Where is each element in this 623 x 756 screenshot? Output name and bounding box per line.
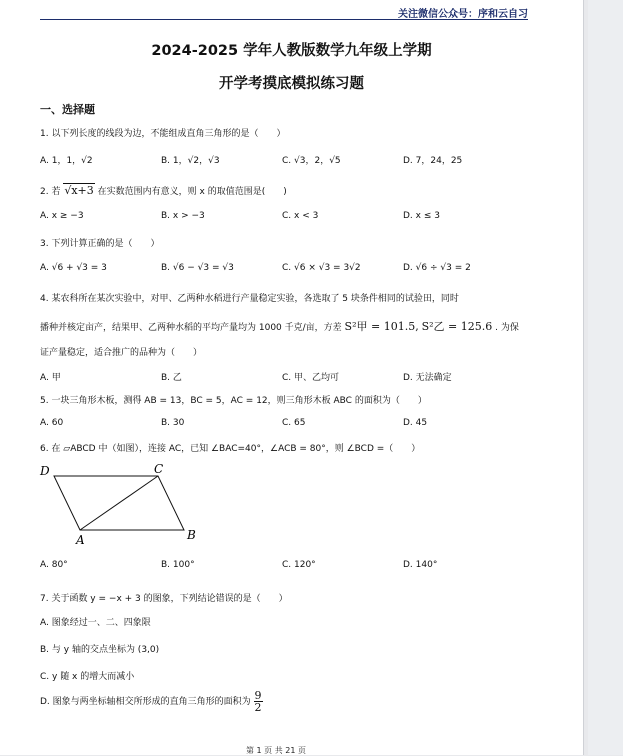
question-7-stem: 7. 关于函数 y = −x + 3 的图象，下列结论错误的是（ ）: [40, 594, 288, 604]
question-3-option-b: B. √6 − √3 = √3: [161, 263, 234, 273]
question-6-option-d: D. 140°: [403, 560, 438, 570]
question-2-option-c: C. x < 3: [282, 211, 319, 221]
parallelogram-figure: [36, 460, 206, 550]
question-1-option-d: D. 7，24，25: [403, 156, 463, 166]
question-4-stem-line-1: 4. 某农科所在某次实验中，对甲、乙两种水稻进行产量稳定实验，各选取了 5 块条件相同的试验田，同时: [40, 294, 459, 304]
question-4-option-a: A. 甲: [40, 373, 61, 383]
question-1-stem: 1. 以下列长度的线段为边，不能组成直角三角形的是（ ）: [40, 129, 286, 139]
question-4-variance-yi: S²乙 = 125.6: [421, 320, 493, 333]
question-4-option-c: C. 甲、乙均可: [282, 373, 340, 383]
question-2-stem: [40, 184, 287, 197]
question-5-option-a: A. 60: [40, 418, 64, 428]
question-4-stem-line-3: 证产量稳定，适合推广的品种为（ ）: [40, 348, 203, 358]
page-footer: 第 1 页 共 21 页: [246, 746, 306, 755]
question-2-option-b: B. x > −3: [161, 211, 205, 221]
fraction-denominator: 2: [254, 701, 262, 714]
question-4-option-b: B. 乙: [161, 373, 182, 383]
question-7-option-d: [40, 690, 263, 713]
scrollbar-track[interactable]: [588, 0, 623, 755]
question-4-option-d: D. 无法确定: [403, 373, 452, 383]
question-3-option-c: C. √6 × √3 = 3√2: [282, 263, 361, 273]
question-7-option-a: A. 图象经过一、二、四象限: [40, 618, 151, 628]
fraction-nine-halves: [254, 690, 263, 713]
section-heading: 一、选择题: [40, 103, 95, 116]
header-note: 关注微信公众号：序和云自习: [398, 9, 528, 20]
question-1-option-a: A. 1，1，√2: [40, 156, 93, 166]
question-1-option-b: B. 1，√2，√3: [161, 156, 220, 166]
question-5-option-c: C. 65: [282, 418, 306, 428]
label-c: C: [154, 462, 164, 476]
question-7-option-d-text: D. 图象与两坐标轴相交所形成的直角三角形的面积为: [40, 697, 251, 707]
question-6-stem: 6. 在 ▱ABCD 中（如图），连接 AC，已知 ∠BAC=40°，∠ACB = 80°，则 ∠BCD =（ ）: [40, 444, 421, 454]
question-3-stem: 3. 下列计算正确的是（ ）: [40, 239, 160, 249]
question-2-stem-post: 在实数范围内有意义，则 x 的取值范围是( ): [97, 187, 287, 197]
question-3-option-a: A. √6 + √3 = 3: [40, 263, 107, 273]
question-4-line-2-pre: 播种并核定亩产，结果甲、乙两种水稻的平均产量均为 1000 千克/亩，方差: [40, 323, 342, 333]
question-6-option-a: A. 80°: [40, 560, 68, 570]
question-6-option-c: C. 120°: [282, 560, 316, 570]
question-7-option-b: B. 与 y 轴的交点坐标为 (3,0): [40, 645, 160, 655]
question-7-option-c: C. y 随 x 的增大而减小: [40, 672, 135, 682]
label-b: B: [187, 528, 196, 542]
question-5-option-b: B. 30: [161, 418, 185, 428]
fraction-numerator: 9: [254, 689, 262, 702]
question-2-stem-math: √x+3: [64, 184, 94, 197]
question-3-option-d: D. √6 ÷ √3 = 2: [403, 263, 471, 273]
title-line-1: 2024-2025 学年人教版数学九年级上学期: [151, 43, 432, 59]
diagonal-ac: [80, 476, 158, 530]
question-4-stem-line-2: [40, 318, 519, 334]
title-line-2: 开学考摸底模拟练习题: [219, 76, 364, 92]
question-4-variance-jia: S²甲 = 101.5,: [344, 320, 419, 333]
label-a: A: [76, 533, 85, 547]
question-2-option-d: D. x ≤ 3: [403, 211, 440, 221]
question-2-stem-pre: 2. 若: [40, 187, 61, 197]
question-4-line-2-post: . 为保: [495, 323, 519, 333]
question-2-option-a: A. x ≥ −3: [40, 211, 84, 221]
question-5-stem: 5. 一块三角形木板，测得 AB = 13，BC = 5，AC = 12，则三角形木板 ABC 的面积为（ ）: [40, 396, 427, 406]
header-rule: [40, 19, 528, 20]
question-6-option-b: B. 100°: [161, 560, 195, 570]
label-d: D: [40, 464, 50, 478]
question-5-option-d: D. 45: [403, 418, 428, 428]
question-1-option-c: C. √3，2，√5: [282, 156, 341, 166]
